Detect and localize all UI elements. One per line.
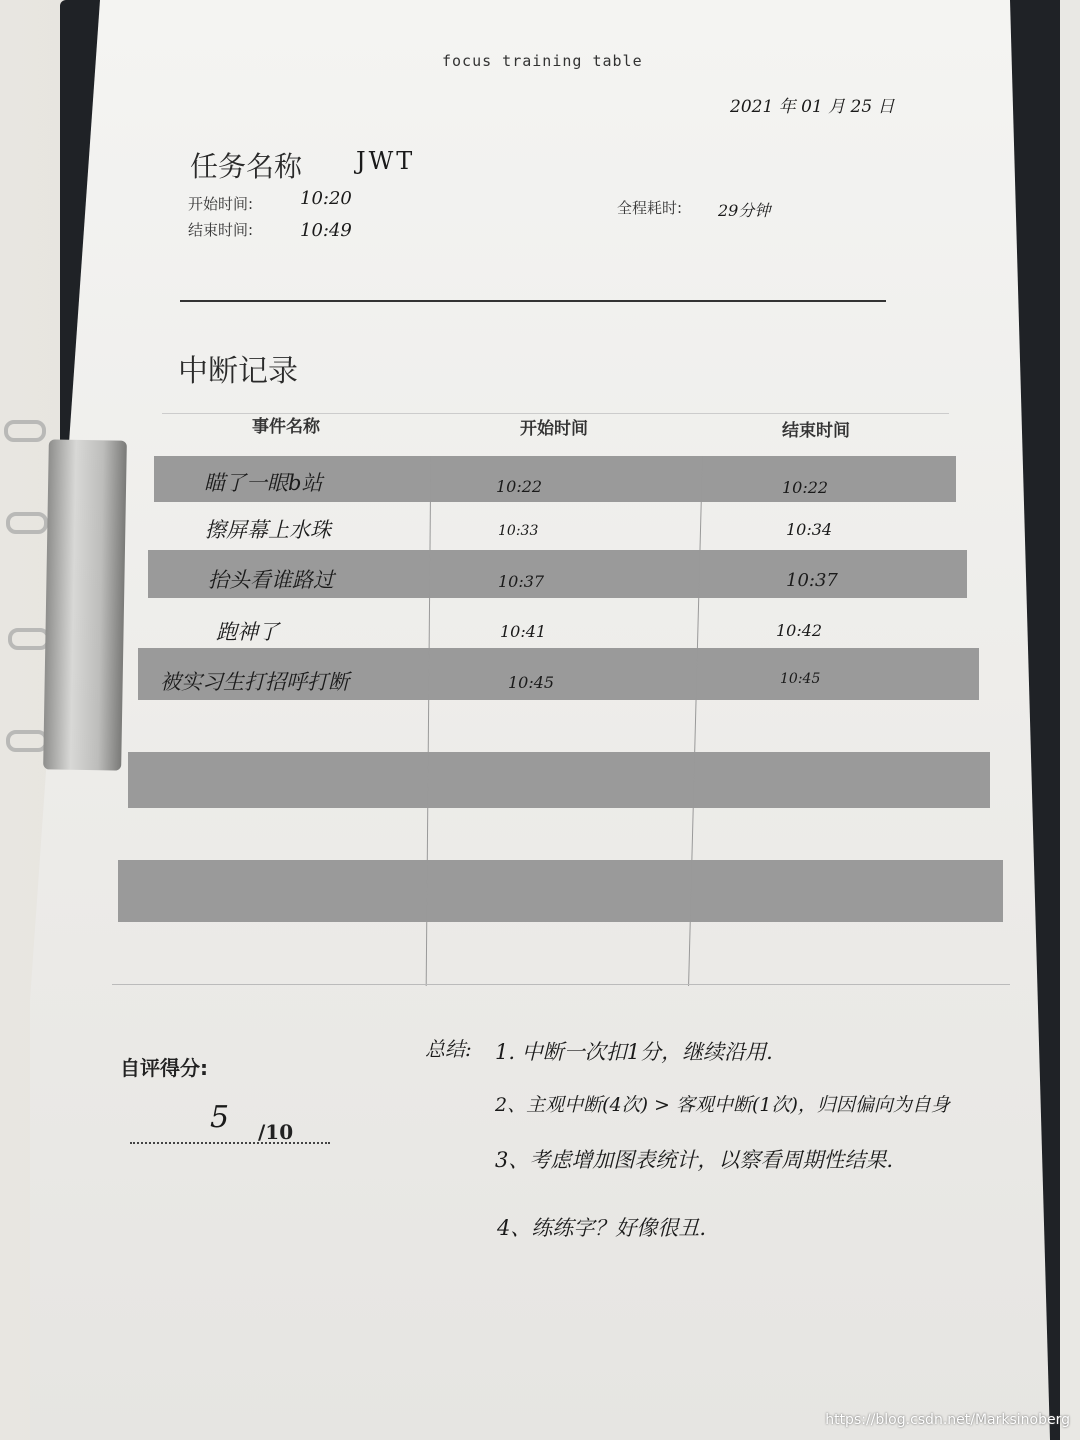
table-cell-start: 10:33 [498, 523, 539, 539]
table-cell-end: 10:45 [780, 671, 821, 687]
table-row-band [118, 860, 1003, 922]
binder-ring [4, 420, 46, 442]
table-cell-event: 擦屏幕上水珠 [205, 518, 331, 542]
table-cell-start: 10:37 [498, 572, 545, 591]
divider-line [180, 300, 886, 302]
binder-ring [8, 628, 50, 650]
duration-label: 全程耗时: [617, 199, 683, 217]
table-bottom-line [112, 984, 1010, 985]
table-cell-start: 10:22 [496, 477, 543, 496]
sheet-title: focus training table [442, 52, 643, 70]
summary-label: 总结: [425, 1037, 472, 1061]
self-score-label: 自评得分: [120, 1056, 208, 1080]
table-cell-end: 10:22 [782, 478, 829, 497]
binder-ring [6, 730, 48, 752]
table-cell-start: 10:41 [500, 622, 547, 641]
table-cell-end: 10:42 [776, 621, 823, 640]
score-underline [130, 1142, 330, 1144]
self-score-max: /10 [258, 1120, 294, 1144]
summary-item: 2、主观中断(4次) > 客观中断(1次)，归因偏向为自身 [495, 1094, 950, 1116]
table-cell-end: 10:34 [786, 520, 833, 539]
duration-value: 29分钟 [718, 201, 771, 220]
table-cell-event: 抬头看谁路过 [208, 568, 334, 592]
table-cell-event: 被实习生打招呼打断 [160, 670, 349, 694]
column-header-event: 事件名称 [252, 417, 320, 437]
start-time-value: 10:20 [300, 188, 352, 209]
start-time-label: 开始时间: [188, 195, 254, 213]
table-cell-event: 瞄了一眼b站 [204, 471, 323, 495]
section-title: 中断记录 [178, 354, 298, 389]
desk-surface [1060, 0, 1080, 1440]
end-time-label: 结束时间: [188, 221, 254, 239]
column-header-end: 结束时间 [782, 421, 850, 441]
column-header-start: 开始时间 [520, 419, 588, 439]
table-row-band [128, 752, 990, 808]
table-cell-end: 10:37 [786, 570, 838, 591]
binder-clip [43, 439, 127, 770]
watermark: https://blog.csdn.net/Marksinoberg [825, 1412, 1070, 1428]
summary-item: 4、练练字？好像很丑. [497, 1216, 707, 1240]
table-cell-event: 跑神了 [216, 620, 279, 644]
summary-item: 1. 中断一次扣1分，继续沿用. [495, 1040, 773, 1064]
date-written: 2021 年 01 月 25 日 [730, 97, 895, 117]
binder-ring [6, 512, 48, 534]
self-score-value: 5 [210, 1100, 230, 1135]
table-cell-start: 10:45 [508, 673, 555, 692]
summary-item: 3、考虑增加图表统计，以察看周期性结果. [495, 1148, 894, 1172]
task-name-label: 任务名称 [190, 150, 303, 183]
end-time-value: 10:49 [300, 220, 352, 241]
task-name-value: JWT [356, 147, 416, 175]
